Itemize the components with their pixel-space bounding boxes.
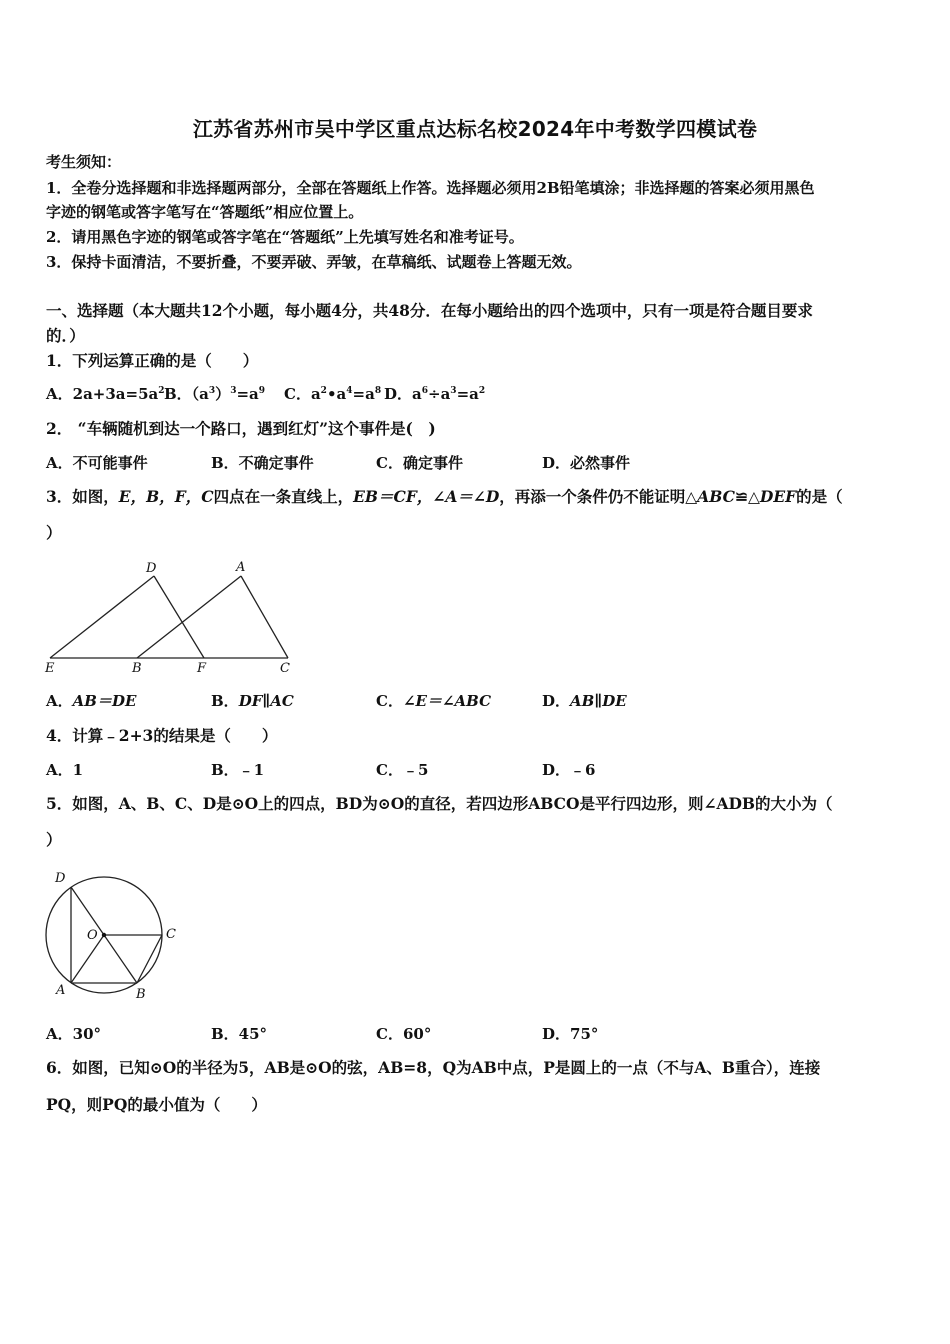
- question-5-figure: [42, 866, 182, 1004]
- q1-option-a: A．$2a+3a=5a^2$: [46, 385, 165, 403]
- label-a: A: [56, 983, 66, 998]
- notes-item-3: 3．保持卡面清洁，不要折叠，不要弄破、弄皱，在草稿纸、试题卷上答题无效。: [46, 253, 582, 271]
- question-2-stem: 2． “车辆随机到达一个路口，遇到红灯”这个事件是( ): [46, 419, 436, 438]
- q4-option-b: B．﹣1: [211, 761, 265, 779]
- q4-option-c: C．﹣5: [376, 761, 429, 779]
- question-4-stem: 4．计算﹣2+3的结果是（ ）: [46, 726, 278, 745]
- q3-option-b: B．DF∥AC: [211, 692, 294, 710]
- line-ba: [137, 576, 241, 658]
- label-b: B: [132, 661, 142, 676]
- line-df: [154, 576, 204, 658]
- question-6-stem-cont: PQ，则PQ的最小值为（ ）: [46, 1095, 267, 1114]
- q1-option-c: C．$a^2•a^4=a^8$: [284, 385, 382, 403]
- question-6-stem: 6．如图，已知⊙O的半径为5，AB是⊙O的弦，AB=8，Q为AB中点，P是圆上的一点（不与A、B重合），连接: [46, 1058, 821, 1077]
- question-5-stem-cont: ）: [46, 830, 62, 849]
- question-1-stem: 1．下列运算正确的是（ ）: [46, 351, 259, 370]
- q5-option-a: A．30°: [46, 1025, 102, 1043]
- q3-option-d: D．AB∥DE: [542, 692, 627, 710]
- section-heading: 一、选择题（本大题共12个小题，每小题4分，共48分．在每小题给出的四个选项中，只有一项是符合题目要求: [46, 301, 813, 320]
- label-c: C: [166, 927, 176, 942]
- label-o: O: [87, 928, 98, 943]
- question-3-figure: [44, 556, 294, 676]
- notes-item-2: 2．请用黑色字迹的钢笔或答字笔在“答题纸”上先填写姓名和准考证号。: [46, 228, 524, 246]
- chord-bc: [137, 935, 162, 983]
- page-title: 江苏省苏州市吴中学区重点达标名校2024年中考数学四模试卷: [192, 117, 758, 141]
- q1-option-b: B．$(a^3)^3=a^9$: [164, 385, 266, 403]
- q2-option-a: A．不可能事件: [46, 454, 148, 472]
- line-ed: [50, 576, 154, 658]
- q4-option-d: D．﹣6: [542, 761, 596, 779]
- q3-option-c: C．∠E＝∠ABC: [376, 692, 492, 710]
- notes-heading: 考生须知：: [46, 153, 122, 171]
- notes-item-1: 1．全卷分选择题和非选择题两部分，全部在答题纸上作答。选择题必须用2B铅笔填涂；非选择题的答案必须用黑色: [46, 179, 815, 197]
- q5-option-d: D．75°: [542, 1025, 599, 1043]
- q1-option-d: D．$a^6\div a^3=a^2$: [384, 385, 486, 403]
- center-point: [102, 933, 106, 937]
- q5-option-b: B．45°: [211, 1025, 268, 1043]
- question-3-stem-cont: ）: [46, 523, 62, 542]
- section-heading-cont: 的．）: [46, 326, 85, 345]
- notes-item-1-cont: 字迹的钢笔或答字笔写在“答题纸”相应位置上。: [46, 203, 364, 221]
- question-5-stem: 5．如图，A、B、C、D是⊙O上的四点，BD为⊙O的直径，若四边形ABCO是平行四边形，则∠ADB的大小为（: [46, 794, 833, 813]
- q3-option-a: A．AB＝DE: [46, 692, 137, 710]
- line-ac: [241, 576, 288, 658]
- label-a: A: [236, 560, 246, 575]
- label-e: E: [45, 661, 55, 676]
- q2-option-c: C．确定事件: [376, 454, 463, 472]
- label-f: F: [197, 661, 207, 676]
- q5-option-c: C．60°: [376, 1025, 432, 1043]
- label-c: C: [280, 661, 290, 676]
- label-d: D: [55, 871, 66, 886]
- label-b: B: [136, 987, 146, 1002]
- label-d: D: [146, 561, 157, 576]
- question-3-stem: 3．如图，E，B，F，C四点在一条直线上，EB＝CF，∠A＝∠D，再添一个条件仍不能证明△ABC≌△DEF的是（: [46, 487, 843, 506]
- q2-option-b: B．不确定事件: [211, 454, 314, 472]
- q2-option-d: D．必然事件: [542, 454, 631, 472]
- q4-option-a: A．1: [46, 761, 84, 779]
